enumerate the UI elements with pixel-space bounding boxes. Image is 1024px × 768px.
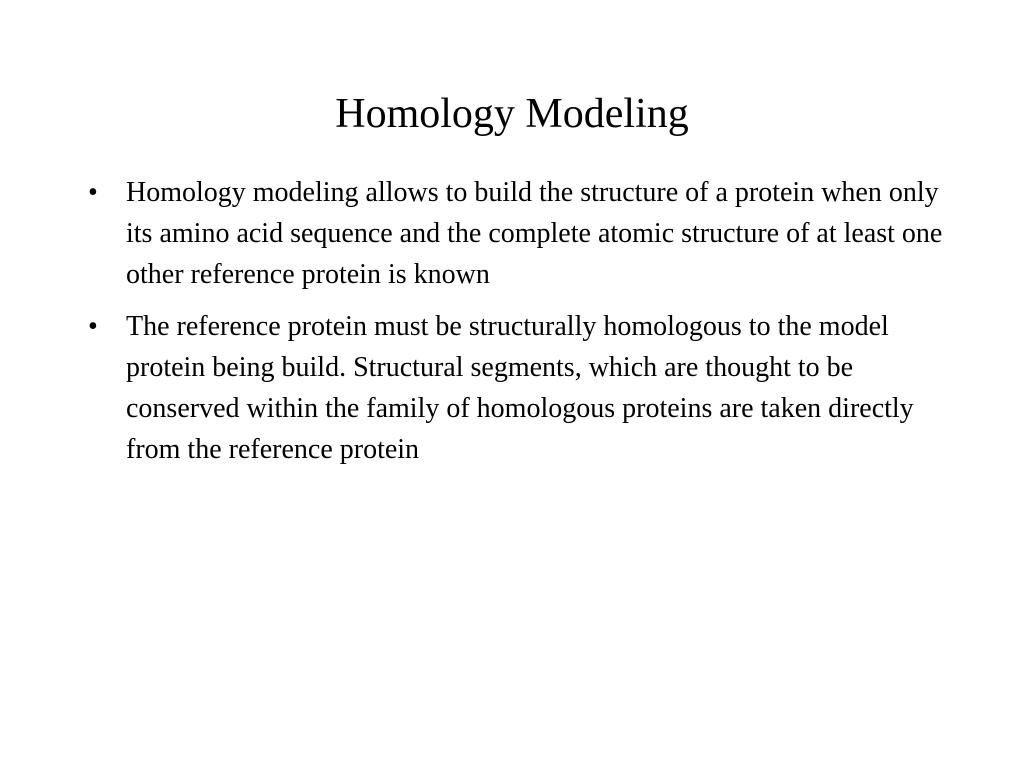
bullet-text: The reference protein must be structurally homologous to the model protein being build. Structural segments, which are thought to be conserved within the family of homologous proteins are taken directly from the reference protein xyxy=(126,311,914,465)
bullet-list xyxy=(84,172,954,481)
bullet-text: Homology modeling allows to build the structure of a protein when only its amino acid sequence and the complete atomic structure of at least one other reference protein is known xyxy=(126,177,943,290)
bullet-icon: • xyxy=(88,311,98,342)
bullet-item xyxy=(84,172,954,295)
bullet-icon: • xyxy=(88,177,98,208)
bullet-item xyxy=(84,306,954,470)
slide-title: Homology Modeling xyxy=(335,91,689,137)
